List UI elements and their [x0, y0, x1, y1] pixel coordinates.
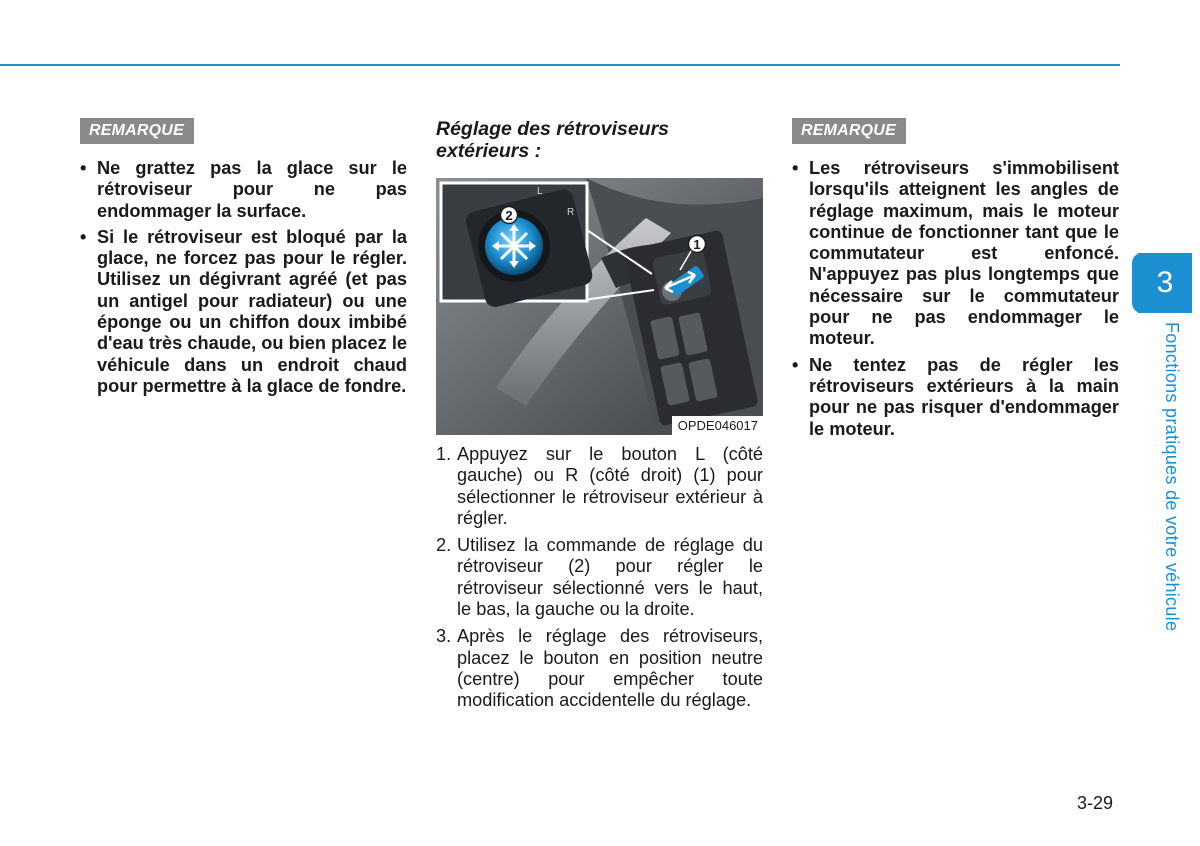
callout-2-label: 2 [505, 208, 513, 223]
step-item: 3. Après le réglage des rétroviseurs, placez le bouton en position neutre (centre) pour empêcher toute modification accidentelle du réglage. [436, 626, 763, 711]
callout-1-label: 1 [693, 237, 701, 252]
header-rule [0, 64, 1120, 66]
chapter-title: Fonctions pratiques de votre véhicule [1162, 322, 1182, 632]
mirror-control-illustration [436, 178, 763, 435]
note-item: • Ne grattez pas la glace sur le rétroviseur pour ne pas endommager la surface. [80, 158, 407, 221]
note-list [792, 158, 1119, 440]
step-item: 2. Utilisez la commande de réglage du rétroviseur (2) pour régler le rétroviseur sélectionné vers le haut, le bas, la gauche ou la droite. [436, 535, 763, 620]
note-list [80, 158, 407, 397]
chapter-tab: 3 [1138, 253, 1192, 313]
bullet-icon: • [792, 158, 799, 178]
section-title: Réglage des rétroviseurs extérieurs : [436, 118, 670, 162]
remarque-badge: REMARQUE [80, 118, 194, 144]
remarque-badge: REMARQUE [792, 118, 906, 144]
page-number: 3-29 [1077, 793, 1114, 813]
bullet-icon: • [792, 354, 799, 375]
figure-code: OPDE046017 [672, 416, 763, 435]
four-way-arrow-icon [496, 228, 532, 264]
door-panel-drawing [436, 178, 763, 435]
middle-column [436, 118, 763, 162]
right-column [792, 118, 1119, 445]
left-column [80, 118, 407, 402]
button-r-label: R [567, 207, 575, 218]
bullet-icon: • [80, 158, 87, 178]
button-l-label: L [537, 186, 543, 197]
note-item: • Ne tentez pas de régler les rétroviseurs extérieurs à la main pour ne pas risquer d'endommager le moteur. [792, 354, 1119, 439]
note-item: • Les rétroviseurs s'immobilisent lorsqu'ils atteignent les angles de réglage maximum, mais le moteur continue de fonctionner tant que le commutateur est enfoncé. N'appuyez pas plus longtemps que nécessaire sur le commutateur pour ne pas endommager le moteur. [792, 158, 1119, 349]
steps-list [436, 444, 763, 718]
note-item: • Si le rétroviseur est bloqué par la glace, ne forcez pas pour le régler. Utilisez un dégivrant agréé (et pas un antigel pour radiateur) ou une éponge ou un chiffon doux imbibé d'eau très chaude, ou bien placez le véhicule dans un endroit chaud pour permettre à la glace de fondre. [80, 226, 407, 396]
bullet-icon: • [80, 226, 87, 247]
step-item: 1. Appuyez sur le bouton L (côté gauche) ou R (côté droit) (1) pour sélectionner le rétroviseur extérieur à régler. [436, 444, 763, 528]
